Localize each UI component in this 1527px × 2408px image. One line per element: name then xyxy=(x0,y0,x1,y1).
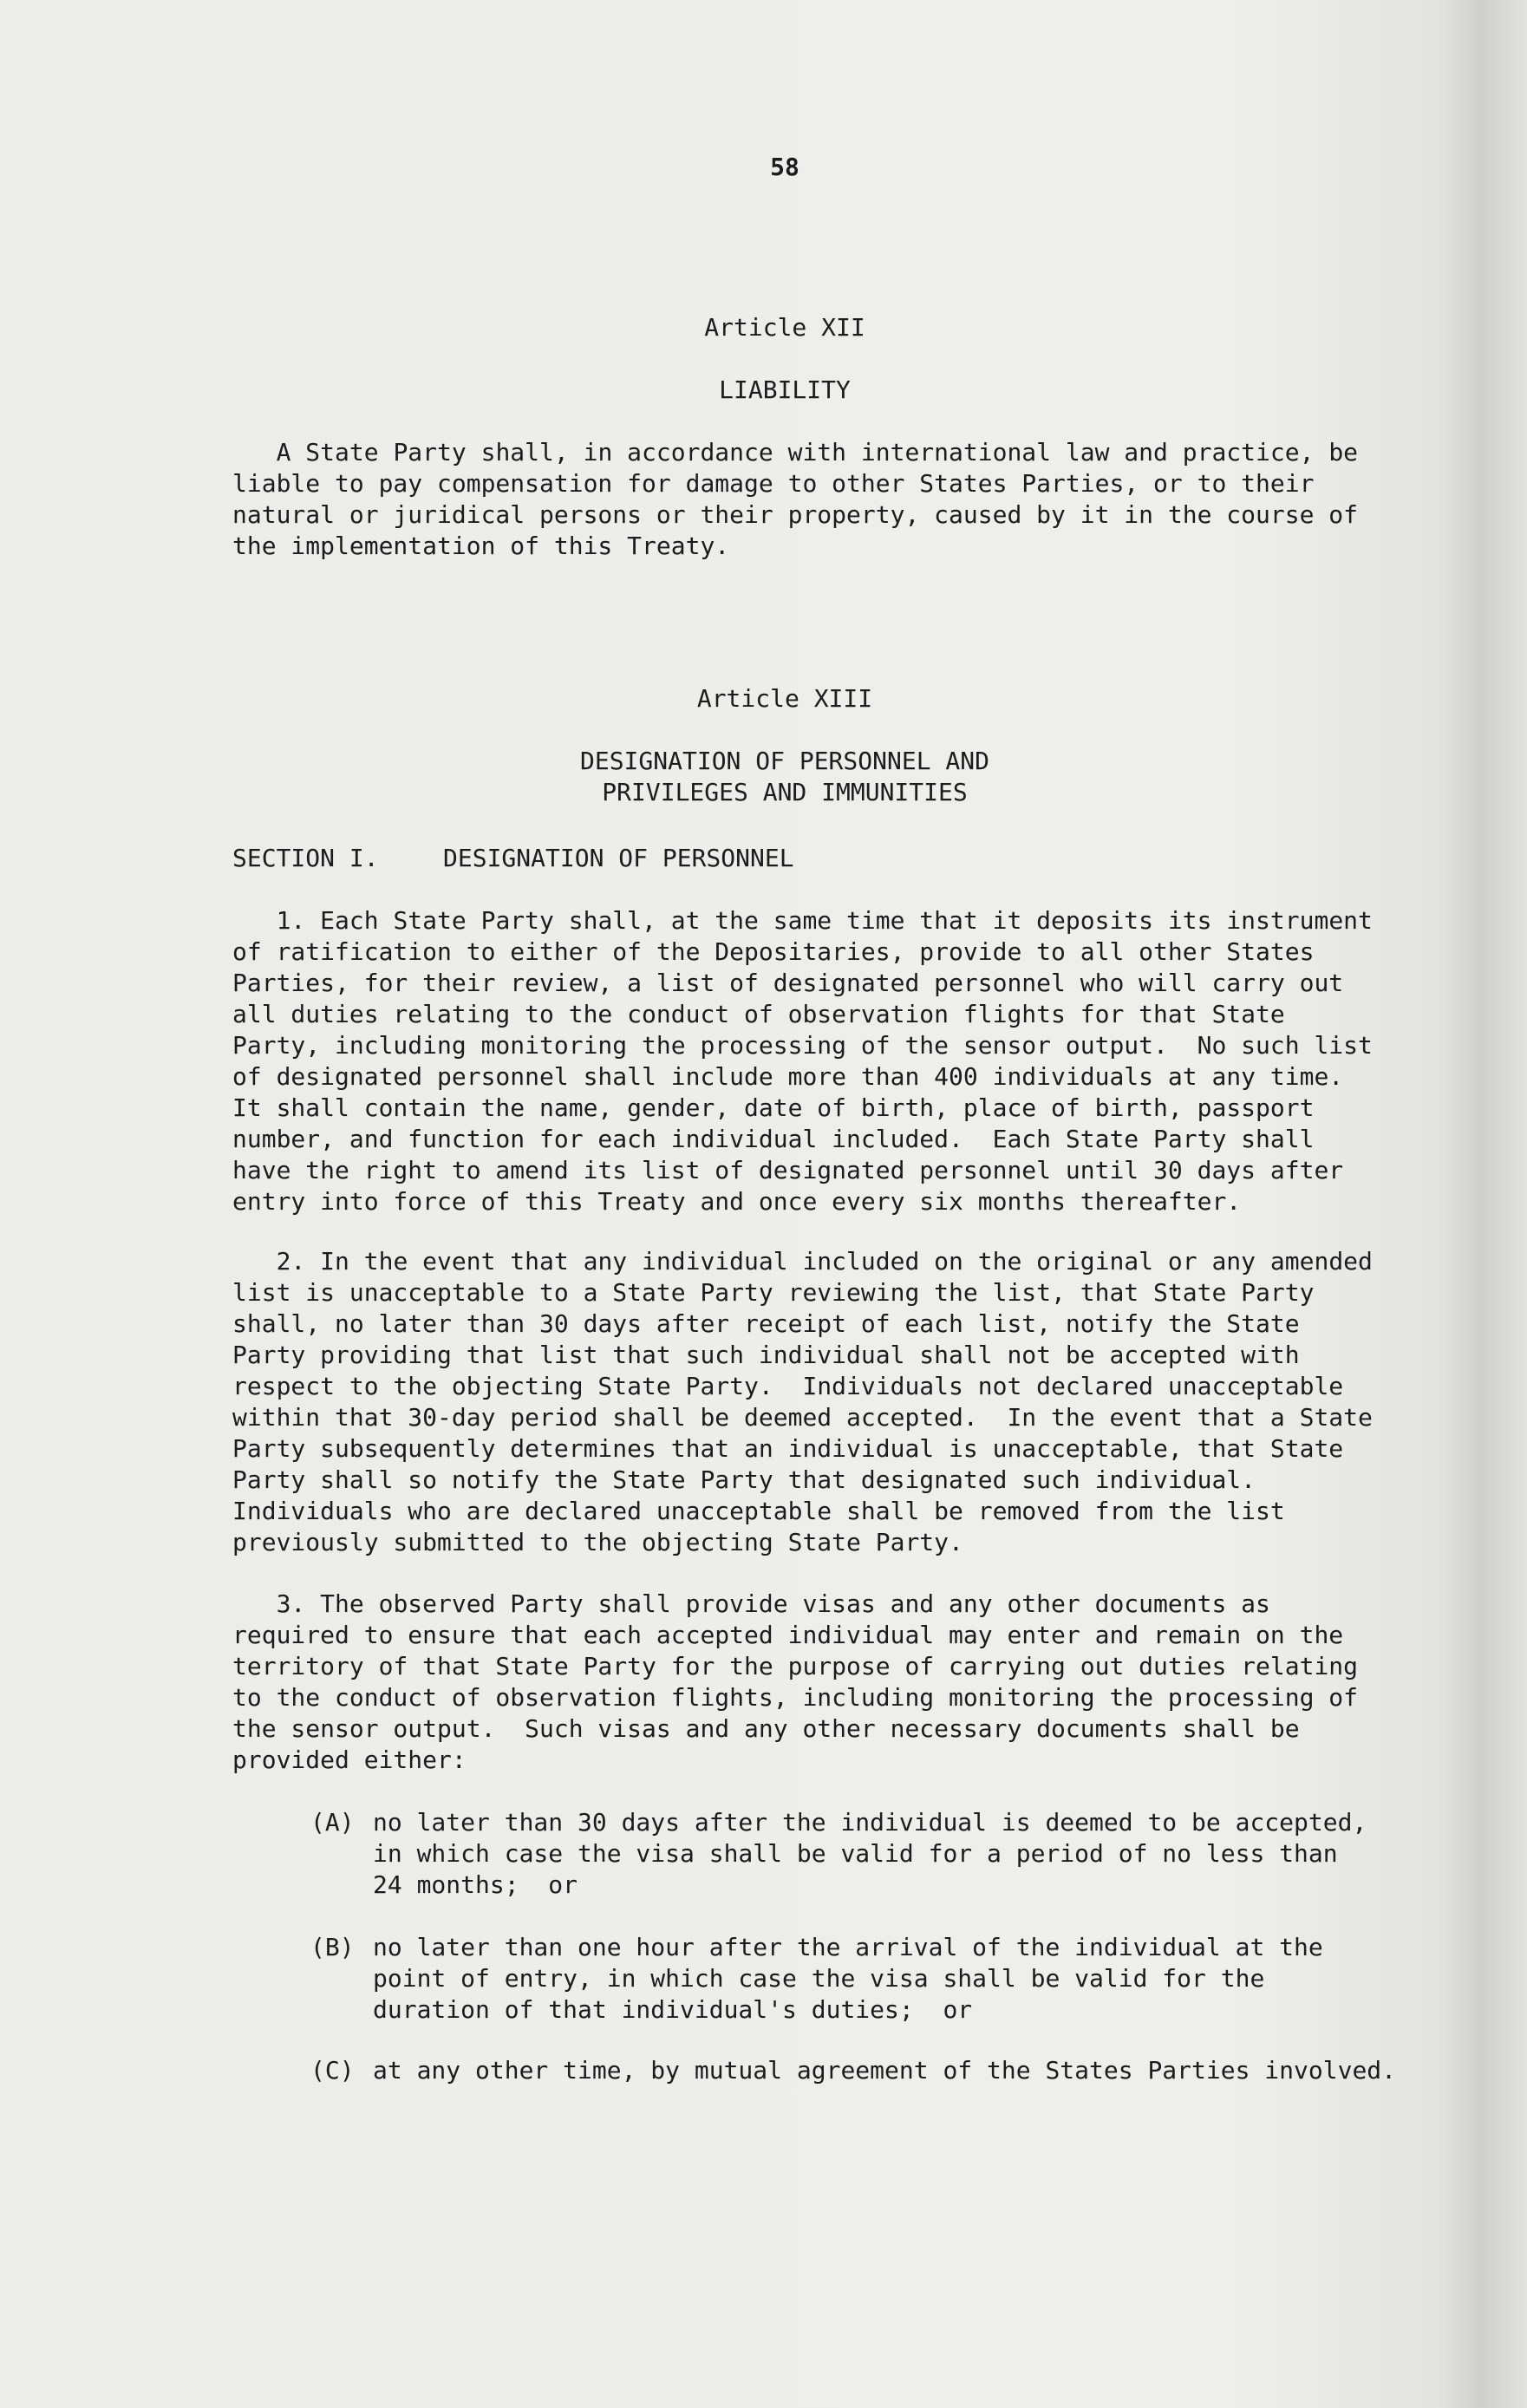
list-marker: (B) xyxy=(310,1933,355,1961)
list-item-text: at any other time, by mutual agreement of the States Parties involved. xyxy=(373,2056,1397,2085)
list-marker: (A) xyxy=(310,1808,355,1837)
list-item-a xyxy=(310,1807,1438,1901)
list-item-text: no later than 30 days after the individual is deemed to be accepted, in which case the visa shall be valid for a period of no less than 24 months; or xyxy=(373,1808,1367,1899)
article-xii-paragraph: A State Party shall, in accordance with international law and practice, be liable to pay compensation for damage to other States Parties, or to their natural or juridical persons or their property, caused by it in the course of the implementation of this Treaty. xyxy=(232,438,1359,560)
article-xiii-title-line1: DESIGNATION OF PERSONNEL AND xyxy=(579,747,989,775)
list-item-b xyxy=(310,1932,1438,2026)
paragraph-1: 1. Each State Party shall, at the same time that it deposits its instrument of ratification to either of the Depositaries, provide to all other States Parties, for their review, a list of designated personnel who will carry out all duties relating to the conduct of observation flights for that State Party, including monitoring the processing of the sensor output. No such list of designated personnel shall include more than 400 individuals at any time. It shall contain the name, gender, date of birth, place of birth, passport number, and function for each individual included. Each State Party shall have the right to amend its list of designated personnel until 30 days after entry into force of this Treaty and once every six months thereafter. xyxy=(232,906,1373,1216)
list-item-c xyxy=(310,2055,1438,2086)
paragraph-2: 2. In the event that any individual included on the original or any amended list is unacceptable to a State Party reviewing the list, that State Party shall, no later than 30 days after receipt of each list, notify the State Party providing that list that such individual shall not be accepted with respect to the objecting State Party. Individuals not declared unacceptable within that 30-day period shall be deemed accepted. In the event that a State Party subsequently determines that an individual is unacceptable, that State Party shall so notify the State Party that designated such individual. Individuals who are declared unacceptable shall be removed from the list previously submitted to the objecting State Party. xyxy=(232,1247,1373,1556)
list-item-text: no later than one hour after the arrival of the individual at the point of entry, in which case the visa shall be valid for the duration of that individual's duties; or xyxy=(373,1933,1323,2024)
page-number: 58 xyxy=(770,153,799,181)
article-xiii-title-line2: PRIVILEGES AND IMMUNITIES xyxy=(602,778,968,806)
article-xii-title: LIABILITY xyxy=(719,375,851,404)
article-xiii-heading: Article XIII xyxy=(696,684,873,713)
paragraph-3: 3. The observed Party shall provide visas and any other documents as required to ensure that each accepted individual may enter and remain on the territory of that State Party for the purpose of carrying out duties relating to the conduct of observation flights, including monitoring the processing of the sensor output. Such visas and any other necessary documents shall be provided either: xyxy=(232,1589,1359,1774)
section-label: SECTION I. xyxy=(232,844,379,872)
section-heading xyxy=(232,843,794,874)
article-xii-heading: Article XII xyxy=(704,313,865,342)
section-title: DESIGNATION OF PERSONNEL xyxy=(443,844,794,872)
list-marker: (C) xyxy=(310,2056,355,2085)
